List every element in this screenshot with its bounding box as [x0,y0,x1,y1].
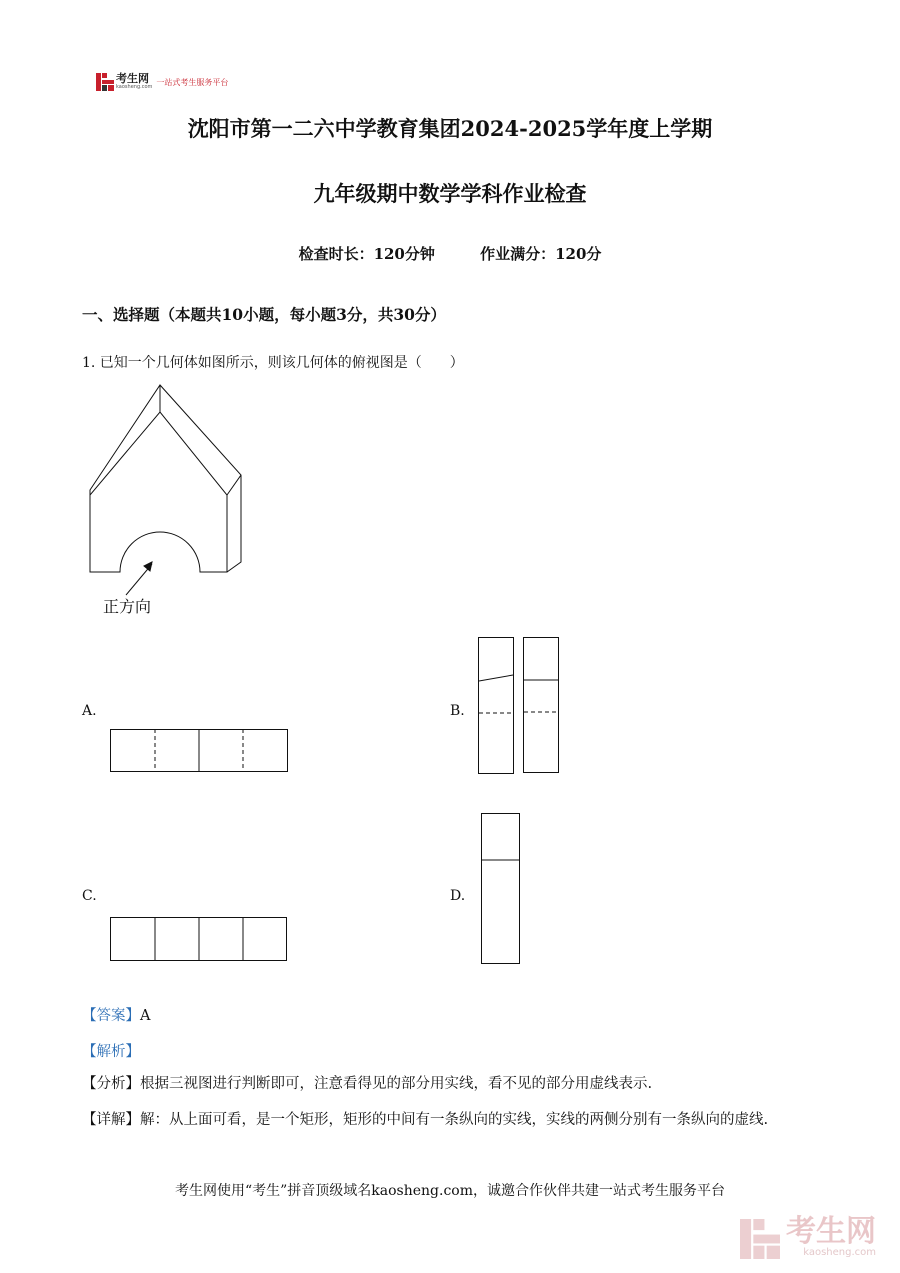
watermark [740,1214,876,1259]
option-a-figure[interactable] [110,729,290,773]
question-stem: 1. 已知一个几何体如图所示，则该几何体的俯视图是（ ） [82,355,464,371]
analysis-detail [82,1102,822,1138]
site-logo[interactable] [96,72,228,92]
logo-slogan: 一站式考生服务平台 [156,77,229,87]
solid-figure [80,380,260,620]
answer-line [82,1004,150,1025]
section-heading: 一、选择题（本题共10小题，每小题3分，共30分） [82,305,446,324]
analysis-tag: 【解析】 [82,1044,140,1060]
answer-value: A [140,1008,151,1024]
option-d-label[interactable]: D. [450,888,466,904]
option-c-label[interactable]: C. [82,888,97,904]
answer-tag: 【答案】 [82,1008,140,1024]
option-d-figure[interactable] [480,812,524,966]
analysis-heading [82,1040,140,1061]
watermark-text: 考生网 kaosheng.com [786,1214,876,1258]
option-c-figure[interactable] [110,917,290,963]
logo-icon [96,73,114,91]
logo-name: 考生网 kaosheng.com [116,72,153,90]
exam-meta [0,243,900,264]
detail-text: 解：从上面可看，是一个矩形，矩形的中间有一条纵向的实线，实线的两侧分别有一条纵向的虚线. [140,1112,769,1128]
logo-domain: kaosheng.com [116,84,153,90]
exam-time: 检查时长：120分钟 [298,245,435,263]
page-subtitle: 九年级期中数学学科作业检查 [313,181,587,206]
fenxi-tag: 【分析】 [82,1076,140,1092]
fenxi-text: 根据三视图进行判断即可，注意看得见的部分用实线，看不见的部分用虚线表示. [140,1076,653,1092]
watermark-logo-icon [740,1219,780,1259]
page-footer: 考生网使用“考生”拼音顶级域名kaosheng.com，诚邀合作伙伴共建一站式考生服务平台 [174,1183,726,1199]
watermark-domain: kaosheng.com [803,1247,876,1258]
option-b-label[interactable]: B. [450,703,465,719]
page-title: 沈阳市第一二六中学教育集团2024-2025学年度上学期 [187,116,713,141]
analysis-fenxi [82,1066,822,1102]
option-a-label[interactable]: A. [82,703,97,719]
exam-score: 作业满分：120分 [480,245,602,263]
figure-direction-label: 正方向 [103,597,152,616]
detail-tag: 【详解】 [82,1112,140,1128]
option-b-figure[interactable] [476,636,562,776]
